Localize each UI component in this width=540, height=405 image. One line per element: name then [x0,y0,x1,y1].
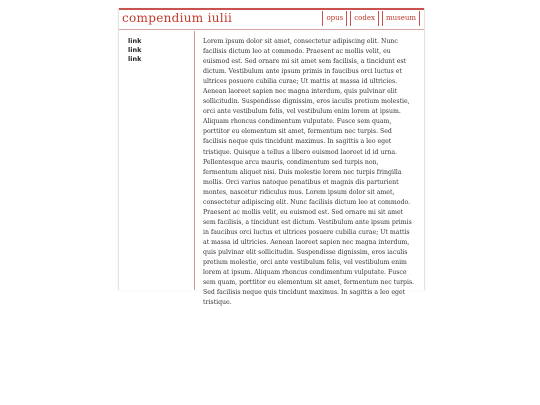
nav-opus[interactable]: opus [322,11,347,26]
site-title[interactable]: compendium iulii [122,11,233,25]
page-frame [118,8,425,307]
site-header [119,8,424,30]
body-text: Lorem ipsum dolor sit amet, consectetur adipiscing elit. Nunc facilisis dictum leo at commodo. Praesent ac mollis velit, eu euismod est. Sed ornare mi sit amet sem facilisis, a tincidunt est dictum. Vestibulum ante ipsum primis in faucibus orci luctus et ultrices posuere cubilia curae; Ut mattis at massa id ultricies. Aenean laoreet sapien nec magna interdum, quis pulvinar elit sollicitudin. Suspendisse dignissim, eros iaculis pretium molestie, orci ante vestibulum felis, vel vestibulum enim lorem at ipsum. Aliquam rhoncus condimentum vulputate. Fusce sem quam, porttitor eu elementum sit amet, fermentum nec turpis. Sed facilisis neque quis tincidunt maximus. In sagittis a leo eget tristique. Quisque a tellus a libero euismod laoreet id id urna. Pellentesque arcu mauris, condimentum sed turpis non, fermentum aliquet nisi. Duis molestie lorem nec turpis fringilla mollis. Orci varius natoque penatibus et magnis dis parturient montes, nascetur ridiculus mus. Lorem ipsum dolor sit amet, consectetur adipiscing elit. Nunc facilisis dictum leo at commodo. Praesent ac mollis velit, eu euismod est. Sed ornare mi sit amet sem facilisis, a tincidunt est dictum. Vestibulum ante ipsum primis in faucibus orci luctus et ultrices posuere cubilia curae; Ut mattis at massa id ultricies. Aenean laoreet sapien nec magna interdum, quis pulvinar elit sollicitudin. Suspendisse dignissim, eros iaculis pretium molestie, orci ante vestibulum felis, vel vestibulum enim lorem at ipsum. Aliquam rhoncus condimentum vulputate. Fusce sem quam, porttitor eu elementum sit amet, fermentum nec turpis. Sed facilisis neque quis tincidunt maximus. In sagittis a leo eget tristique. [203,38,415,307]
sidebar [119,31,195,290]
nav-codex[interactable]: codex [350,11,379,26]
top-nav [322,11,420,26]
nav-museum[interactable]: museum [382,11,420,26]
sidebar-link-3[interactable]: link [128,55,142,63]
main-content [203,37,415,307]
sidebar-links [128,37,141,64]
sidebar-link-2[interactable]: link [128,46,142,54]
sidebar-link-1[interactable]: link [128,37,142,45]
